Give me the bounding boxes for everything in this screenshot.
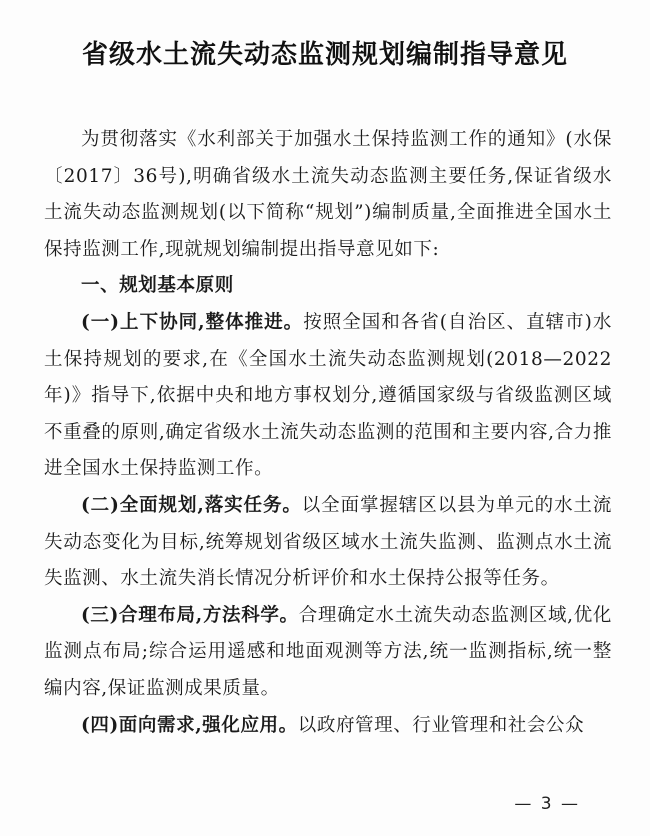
- principle-paragraph-2: [44, 488, 612, 598]
- intro-paragraph: 为贯彻落实《水利部关于加强水土保持监测工作的通知》(水保〔2017〕36号),明确省级水土流失动态监测主要任务,保证省级水土流失动态监测规划(以下简称“规划”)编制质量,全面推进全国水土保持监测工作,现就规划编制提出指导意见如下:: [44, 129, 612, 260]
- section-heading: 一、规划基本原则: [81, 275, 234, 297]
- principle-paragraph-3: [44, 598, 612, 708]
- principle-lead: (三)合理布局,方法科学。: [81, 604, 299, 626]
- principle-lead: (四)面向需求,强化应用。: [81, 714, 298, 736]
- principle-text: 以全面掌握辖区以县为单元的水土流失动态变化为目标,统筹规划省级区域水土流失监测、监测点水土流失监测、水土流失消长情况分析评价和水土保持公报等任务。: [44, 494, 612, 590]
- principle-text: 以政府管理、行业管理和社会公众: [297, 714, 585, 736]
- page-number: — 3 —: [514, 794, 580, 814]
- principle-lead: (二)全面规划,落实任务。: [81, 494, 302, 516]
- principle-paragraph-1: [44, 305, 612, 488]
- document-title: 省级水土流失动态监测规划编制指导意见: [81, 40, 568, 70]
- principle-paragraph-4: [44, 708, 612, 745]
- principle-lead: (一)上下协同,整体推进。: [81, 311, 304, 333]
- principle-text: 合理确定水土流失动态监测区域,优化监测点布局;综合运用遥感和地面观测等方法,统一监测指标,统一整编内容,保证监测成果质量。: [44, 604, 612, 699]
- principle-text: 按照全国和各省(自治区、直辖市)水土保持规划的要求,在《全国水土流失动态监测规划(2018—2022年)》指导下,依据中央和地方事权划分,遵循国家级与省级监测区域不重叠的原则,确定省级水土流失动态监测的范围和主要内容,合力推进全国水土保持监测工作。: [44, 311, 613, 480]
- document-body: [44, 122, 612, 744]
